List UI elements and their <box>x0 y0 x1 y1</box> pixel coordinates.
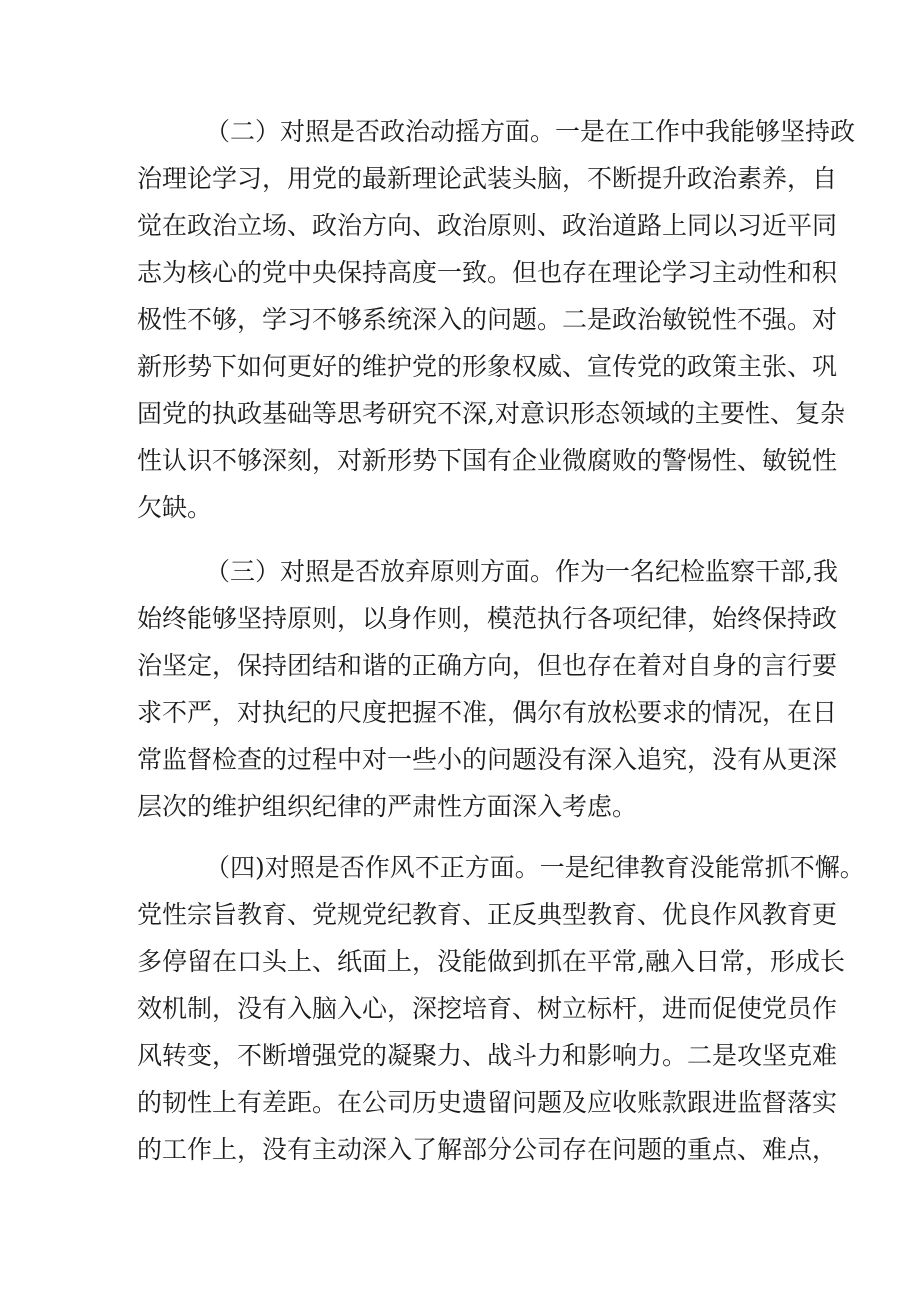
paragraph-line: 新形势下如何更好的维护党的形象权威、宣传党的政策主张、巩 <box>137 352 838 381</box>
paragraph-line: 治理论学习，用党的最新理论武装头脑，不断提升政治素养，自 <box>137 164 838 193</box>
paragraph-line: （二）对照是否政治动摇方面。一是在工作中我能够坚持政 <box>205 117 856 146</box>
paragraph-line: （三）对照是否放弃原则方面。作为一名纪检监察干部,我 <box>205 557 838 586</box>
paragraph-line: 欠缺。 <box>137 493 213 522</box>
paragraph-line: 性认识不够深刻，对新形势下国有企业微腐败的警惕性、敏锐性 <box>137 446 838 475</box>
paragraph-line: 治坚定，保持团结和谐的正确方向，但也存在着对自身的言行要 <box>137 651 838 680</box>
paragraph-line: （四)对照是否作风不正方面。一是纪律教育没能常抓不懈。 <box>205 853 865 882</box>
paragraph-line: 固党的执政基础等思考研究不深,对意识形态领域的主要性、复杂 <box>137 399 845 428</box>
paragraph-line: 多停留在口头上、纸面上，没能做到抓在平常,融入日常，形成长 <box>137 947 845 976</box>
paragraph-line: 的工作上，没有主动深入了解部分公司存在问题的重点、难点， <box>137 1135 838 1164</box>
paragraph-line: 极性不够，学习不够系统深入的问题。二是政治敏锐性不强。对 <box>137 305 838 334</box>
paragraph-line: 始终能够坚持原则，以身作则，模范执行各项纪律，始终保持政 <box>137 604 838 633</box>
paragraph-line: 的韧性上有差距。在公司历史遗留问题及应收账款跟进监督落实 <box>137 1088 838 1117</box>
paragraph-line: 效机制，没有入脑入心，深挖培育、树立标杆，进而促使党员作 <box>137 994 838 1023</box>
paragraph-line: 觉在政治立场、政治方向、政治原则、政治道路上同以习近平同 <box>137 211 838 240</box>
paragraph-line: 志为核心的党中央保持高度一致。但也存在理论学习主动性和积 <box>137 258 838 287</box>
paragraph-line: 求不严，对执纪的尺度把握不准，偶尔有放松要求的情况，在日 <box>137 698 838 727</box>
paragraph-line: 党性宗旨教育、党规党纪教育、正反典型教育、优良作风教育更 <box>137 900 838 929</box>
paragraph-line: 风转变，不断增强党的凝聚力、战斗力和影响力。二是攻坚克难 <box>137 1041 838 1070</box>
paragraph-line: 层次的维护组织纪律的严肃性方面深入考虑。 <box>137 792 638 821</box>
paragraph-line: 常监督检查的过程中对一些小的问题没有深入追究，没有从更深 <box>137 745 838 774</box>
